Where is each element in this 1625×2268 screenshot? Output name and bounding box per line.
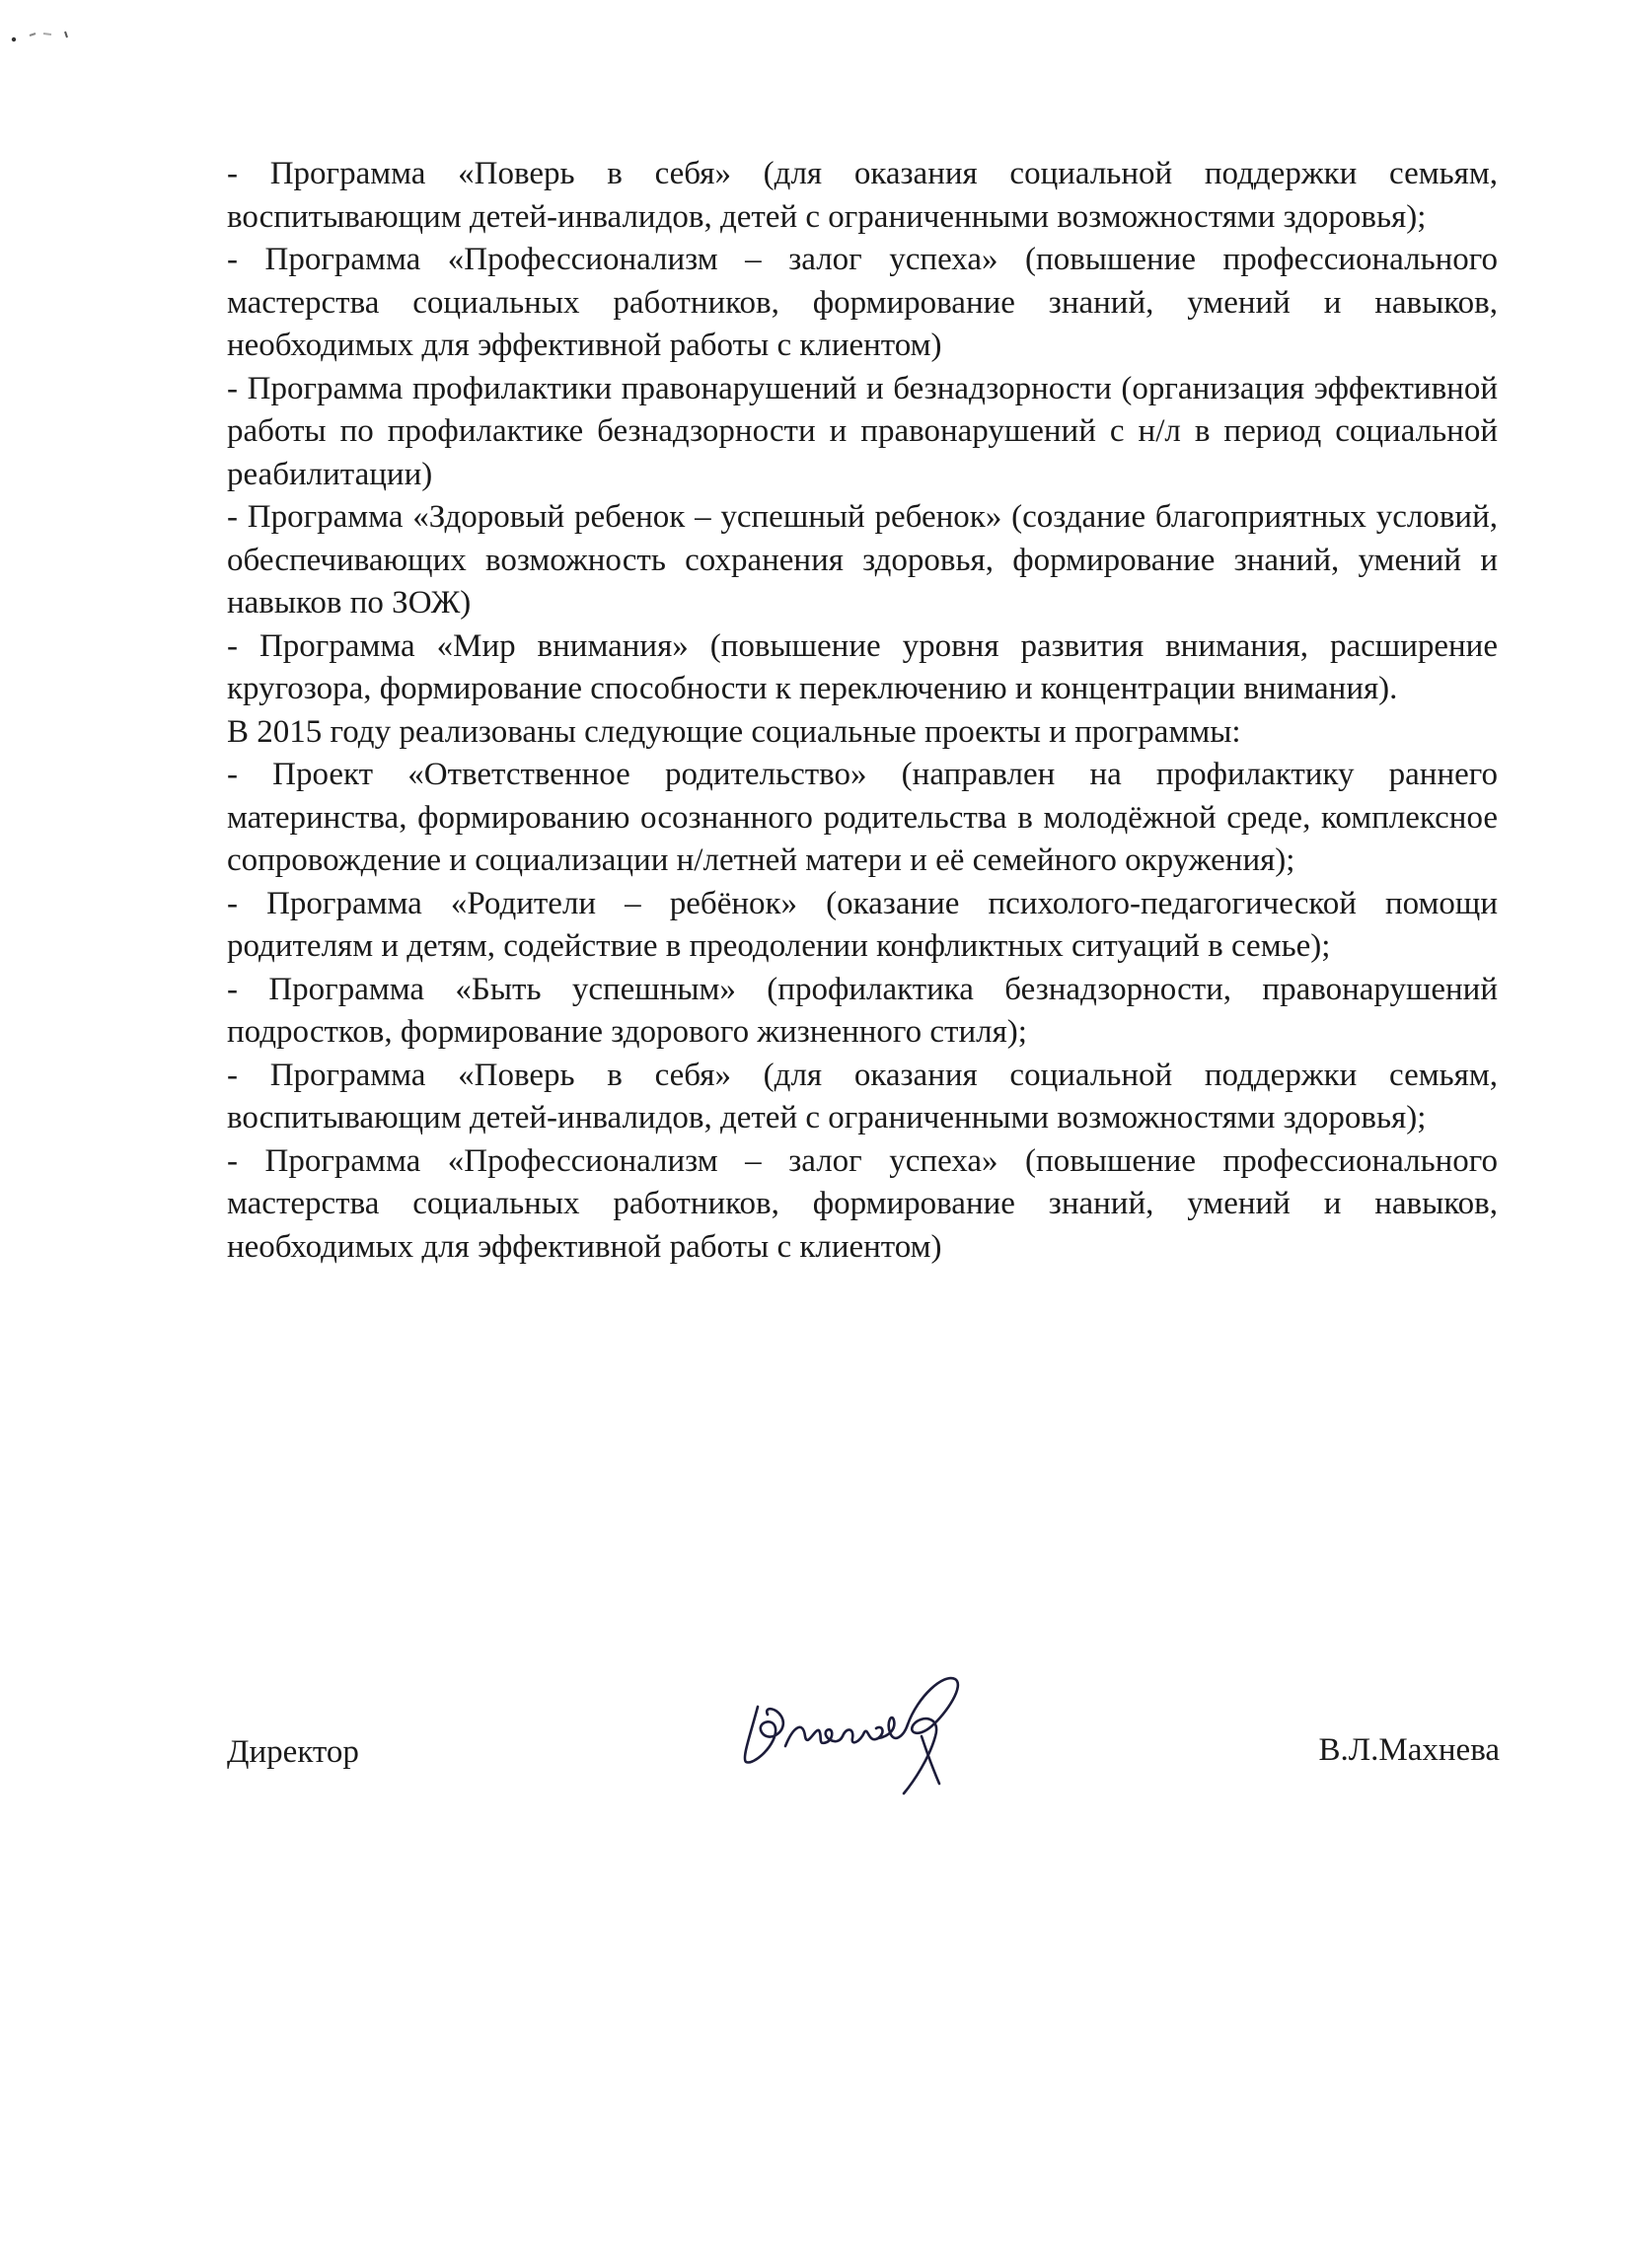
paragraph-3: - Программа профилактики правонарушений и безнадзорности (организация эффективной работы по профилактике безнадзорности и правонарушений с н/л в период социальной реабилитации) (227, 370, 1498, 492)
body-text (227, 153, 1498, 1269)
paragraph-6: В 2015 году реализованы следующие социальные проекты и программы: (227, 713, 1241, 750)
paragraph-10: - Программа «Поверь в себя» (для оказания социальной поддержки семьям, воспитывающим детей-инвалидов, детей с ограниченными возможностями здоровья); (227, 1057, 1498, 1135)
paragraph-8: - Программа «Родители – ребёнок» (оказание психолого-педагогической помощи родителям и детям, содействие в преодолении конфликтных ситуаций в семье); (227, 885, 1498, 964)
paragraph-9: - Программа «Быть успешным» (профилактика безнадзорности, правонарушений подростков, формирование здорового жизненного стиля); (227, 971, 1498, 1050)
scan-specks-icon (8, 22, 77, 51)
signature-block (227, 1667, 1500, 1805)
paragraph-7: - Проект «Ответственное родительство» (направлен на профилактику раннего материнства, формированию осознанного родительства в молодёжной среде, комплексное сопровождение и социализации н/летней матери и её семейного окружения); (227, 757, 1498, 878)
paragraph-2: - Программа «Профессионализм – залог успеха» (повышение профессионального мастерства социальных работников, формирование знаний, умений и навыков, необходимых для эффективной работы с клиентом) (227, 242, 1498, 363)
signatory-name: В.Л.Махнева (1318, 1732, 1500, 1768)
paragraph-1: - Программа «Поверь в себя» (для оказания социальной поддержки семьям, воспитывающим детей-инвалидов, детей с ограниченными возможностями здоровья); (227, 156, 1498, 235)
paragraph-4: - Программа «Здоровый ребенок – успешный ребенок» (создание благоприятных условий, обеспечивающих возможность сохранения здоровья, формирование знаний, умений и навыков по ЗОЖ) (227, 499, 1498, 621)
paragraph-11: - Программа «Профессионализм – залог успеха» (повышение профессионального мастерства социальных работников, формирование знаний, умений и навыков, необходимых для эффективной работы с клиентом) (227, 1142, 1498, 1265)
signatory-title: Директор (227, 1734, 359, 1770)
paragraph-5: - Программа «Мир внимания» (повышение уровня развития внимания, расширение кругозора, формирование способности к переключению и концентрации внимания). (227, 627, 1498, 706)
handwritten-signature-icon (720, 1667, 977, 1795)
